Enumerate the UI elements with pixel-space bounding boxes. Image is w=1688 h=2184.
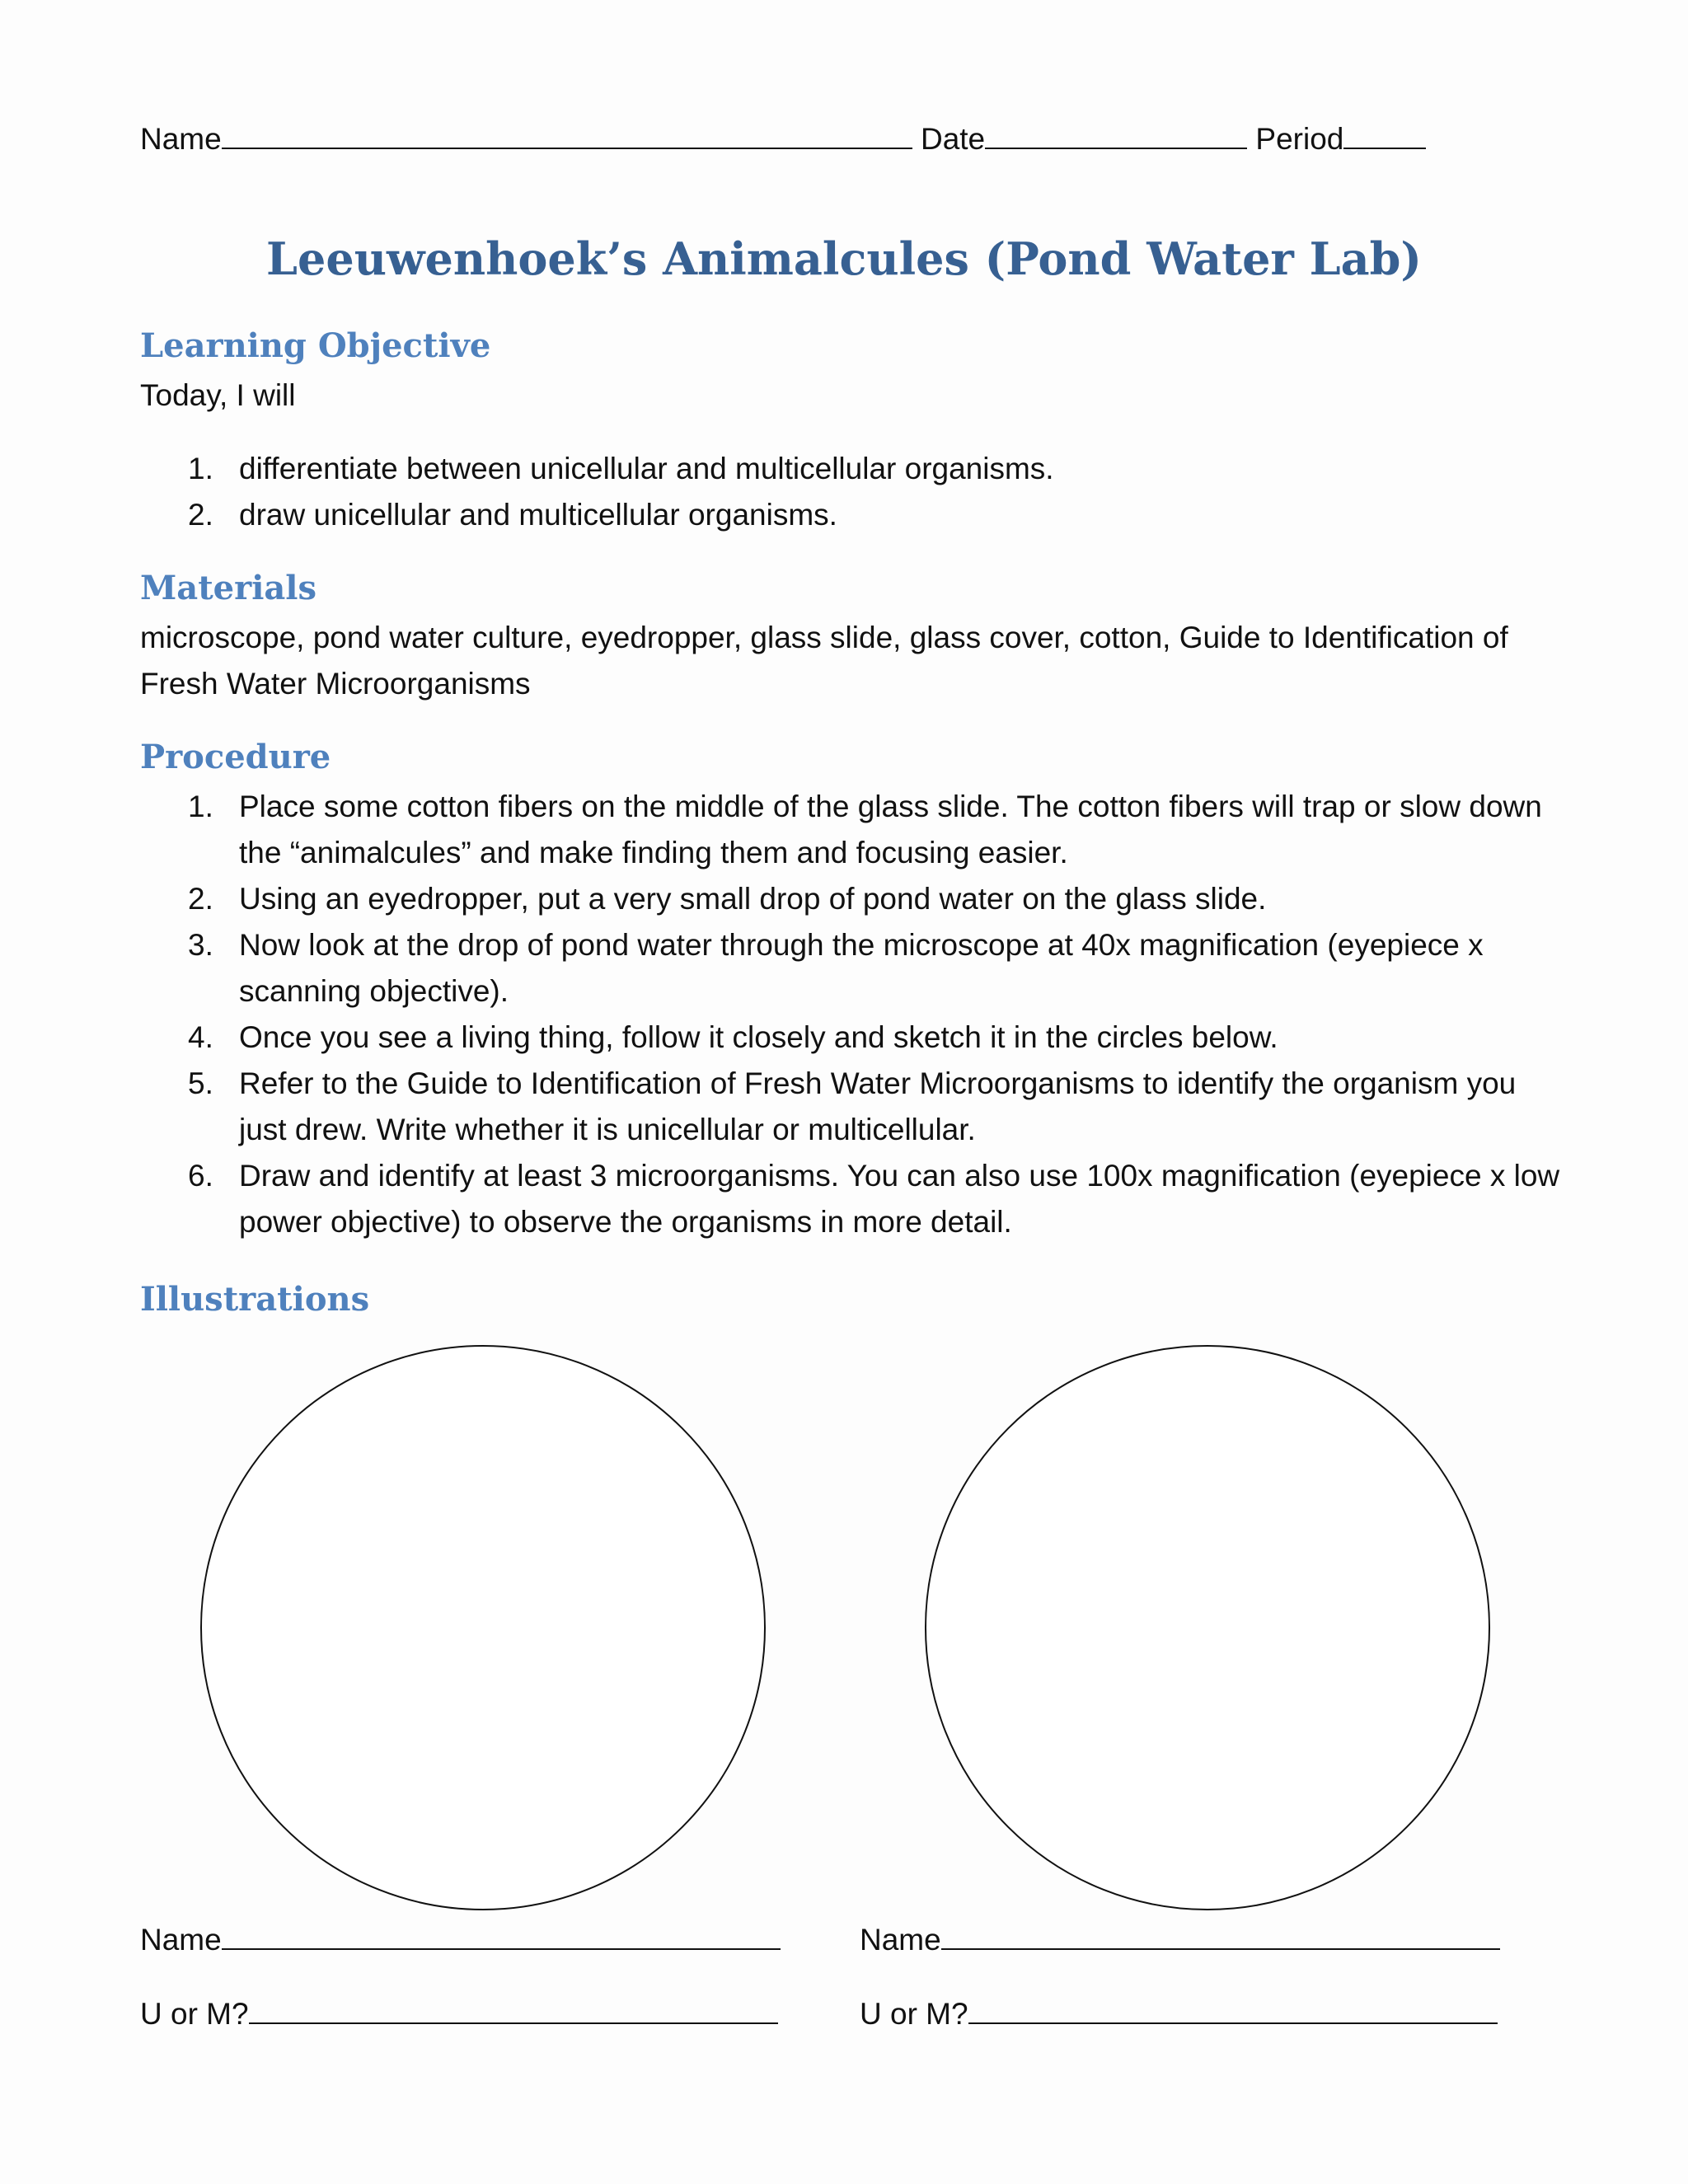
procedure-step — [140, 1061, 1566, 1153]
list-number: 1. — [188, 452, 213, 485]
list-item — [140, 492, 1566, 538]
procedure-step — [140, 1015, 1566, 1061]
step-number: 1. — [188, 790, 213, 823]
student-info-line — [140, 120, 1426, 157]
materials-heading: Materials — [140, 569, 317, 607]
u-or-m-label: U or M? — [140, 1997, 249, 2031]
u-or-m-blank[interactable] — [968, 1994, 1498, 2024]
learning-objective-list — [140, 446, 1566, 538]
date-blank[interactable] — [985, 120, 1247, 149]
procedure-step — [140, 922, 1566, 1015]
procedure-heading: Procedure — [140, 738, 331, 776]
step-number: 4. — [188, 1020, 213, 1054]
step-text: Now look at the drop of pond water through the microscope at 40x magnification (eyepiece x scanning objective). — [239, 928, 1484, 1008]
organism-name-blank[interactable] — [222, 1920, 781, 1950]
step-text: Once you see a living thing, follow it closely and sketch it in the circles below. — [239, 1020, 1278, 1054]
step-number: 5. — [188, 1066, 213, 1100]
drawing-circle-right[interactable] — [925, 1345, 1490, 1910]
procedure-step — [140, 784, 1566, 876]
organism-name-label: Name — [140, 1923, 222, 1957]
u-or-m-field-left — [140, 1994, 778, 2032]
step-text: Place some cotton fibers on the middle of the glass slide. The cotton fibers will trap or slow down the “animalcules” and make finding them and focusing easier. — [239, 790, 1542, 869]
period-label: Period — [1255, 122, 1344, 156]
drawing-circle-left[interactable] — [200, 1345, 766, 1910]
list-item — [140, 446, 1566, 492]
name-label: Name — [140, 122, 222, 156]
step-text: Using an eyedropper, put a very small drop of pond water on the glass slide. — [239, 882, 1267, 916]
page-title: Leeuwenhoek’s Animalcules (Pond Water Lab) — [266, 232, 1422, 285]
procedure-step — [140, 876, 1566, 922]
u-or-m-field-right — [860, 1994, 1498, 2032]
step-text: Draw and identify at least 3 microorganisms. You can also use 100x magnification (eyepiece x low power objective) to observe the organisms in more detail. — [239, 1159, 1560, 1239]
u-or-m-blank[interactable] — [249, 1994, 778, 2024]
name-blank[interactable] — [222, 120, 912, 149]
date-label: Date — [920, 122, 986, 156]
organism-name-field-right — [860, 1920, 1500, 1957]
list-text: draw unicellular and multicellular organisms. — [239, 498, 837, 532]
list-number: 2. — [188, 498, 213, 532]
learning-objective-heading: Learning Objective — [140, 326, 491, 365]
procedure-step — [140, 1153, 1566, 1245]
materials-text: microscope, pond water culture, eyedropper, glass slide, glass cover, cotton, Guide to Identification of Fresh Water Microorganisms — [140, 621, 1508, 701]
period-blank[interactable] — [1343, 120, 1426, 149]
procedure-list — [140, 784, 1566, 1245]
organism-name-label: Name — [860, 1923, 941, 1957]
learning-objective-intro: Today, I will — [140, 378, 296, 412]
step-number: 3. — [188, 928, 213, 962]
u-or-m-label: U or M? — [860, 1997, 968, 2031]
organism-name-blank[interactable] — [941, 1920, 1500, 1950]
organism-name-field-left — [140, 1920, 781, 1957]
step-number: 2. — [188, 882, 213, 916]
step-number: 6. — [188, 1159, 213, 1193]
step-text: Refer to the Guide to Identification of Fresh Water Microorganisms to identify the organism you just drew. Write whether it is unicellular or multicellular. — [239, 1066, 1517, 1146]
list-text: differentiate between unicellular and multicellular organisms. — [239, 452, 1054, 485]
illustrations-heading: Illustrations — [140, 1280, 370, 1319]
